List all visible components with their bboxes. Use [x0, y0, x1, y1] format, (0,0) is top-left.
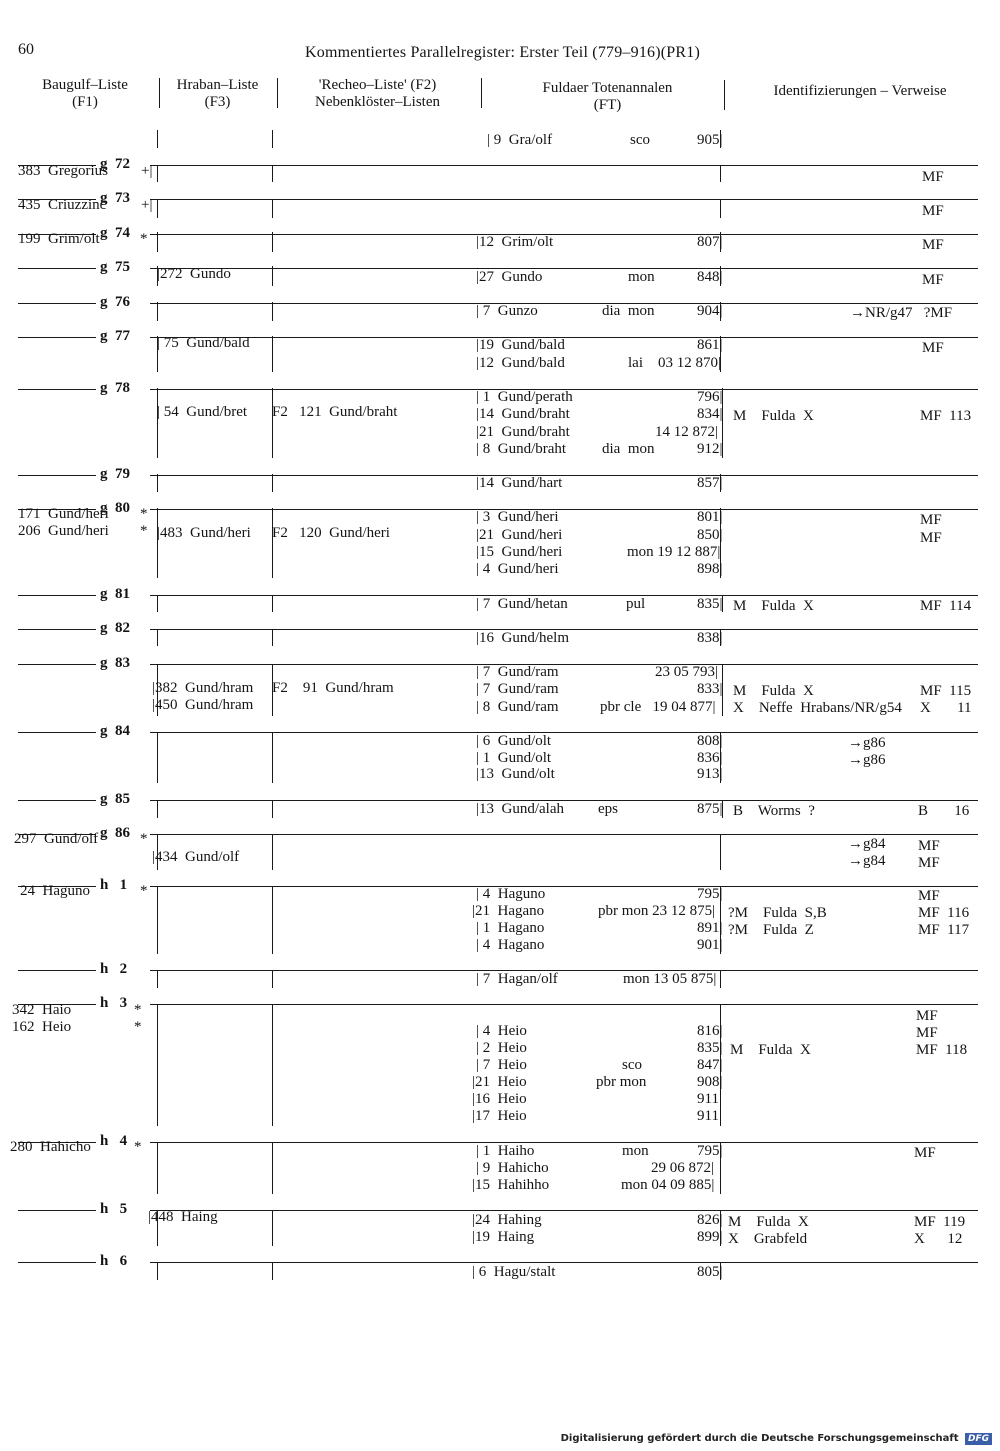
page-number: 60: [18, 41, 34, 58]
entry-text: 836|: [697, 750, 723, 766]
entry-text: | 7 Gund/ram: [476, 681, 559, 697]
separator-rule: [150, 509, 978, 510]
separator-label: g 76: [100, 294, 130, 310]
column-header-baugulf: Baugulf–Liste (F1): [42, 77, 128, 110]
column-bar: [272, 886, 273, 954]
entry-text: | 9 Gra/olf: [487, 132, 553, 148]
entry-text: B Worms ?: [733, 803, 815, 819]
entry-text: |434 Gund/olf: [152, 849, 240, 865]
entry-text: |15 Gund/heri: [476, 544, 563, 560]
entry-text: mon: [622, 1143, 649, 1159]
entry-text: *: [140, 883, 148, 899]
entry-text: | 2 Heio: [476, 1040, 527, 1056]
entry-text: 833|: [697, 681, 723, 697]
column-bar: [720, 165, 721, 182]
separator-rule: [150, 165, 978, 166]
entry-text: 801|: [697, 509, 723, 525]
column-bar: [157, 302, 158, 321]
entry-text: +|: [141, 163, 153, 179]
entry-text: 342 Haio: [12, 1002, 72, 1018]
entry-text: |17 Heio: [472, 1108, 527, 1124]
column-header-totenannalen: Fuldaer Totenannalen (FT): [542, 80, 673, 113]
column-bar: [272, 835, 273, 870]
separator-label: g 82: [100, 620, 130, 636]
separator-label: g 86: [100, 825, 130, 841]
entry-text: *: [140, 831, 148, 847]
column-bar: [157, 1005, 158, 1126]
separator-rule: [150, 970, 978, 971]
entry-text: | 4 Hagano: [476, 937, 545, 953]
column-bar: [272, 130, 273, 148]
entry-text: 911|: [697, 1091, 722, 1107]
entry-text: 904|: [697, 303, 723, 319]
entry-text: |272 Gundo: [157, 266, 231, 282]
entry-text: 875|: [697, 801, 723, 817]
entry-text: |19 Haing: [472, 1229, 535, 1245]
entry-text: dia mon: [602, 303, 655, 319]
entry-text: 850|: [697, 527, 723, 543]
entry-text: M Fulda X: [733, 683, 814, 699]
separator-dash: [18, 595, 96, 596]
entry-text: MF: [918, 855, 940, 871]
separator-label: h 3: [100, 995, 128, 1011]
entry-text: | 9 Hahicho: [476, 1160, 549, 1176]
entry-text: | 1 Hagano: [476, 920, 545, 936]
column-bar: [157, 474, 158, 492]
entry-text: |14 Gund/braht: [476, 406, 570, 422]
separator-dash: [18, 268, 96, 269]
entry-text: 838|: [697, 630, 723, 646]
column-bar: [272, 1263, 273, 1280]
entry-text: M Fulda X: [733, 598, 814, 614]
column-bar: [157, 232, 158, 252]
footer-text: Digitalisierung gefördert durch die Deutsche Forschungsgemeinschaft: [560, 1433, 959, 1444]
separator-dash: [18, 303, 96, 304]
separator-rule: [150, 1004, 978, 1005]
entry-text: X Grabfeld: [728, 1231, 808, 1247]
column-bar: [157, 595, 158, 612]
separator-label: g 79: [100, 466, 130, 482]
column-bar: [157, 130, 158, 148]
entry-text: |21 Hagano: [472, 903, 545, 919]
column-bar: [272, 165, 273, 182]
entry-text: →g86: [848, 752, 886, 768]
entry-text: 834|: [697, 406, 723, 422]
entry-text: pbr cle 19 04 877|: [600, 699, 716, 715]
separator-dash: [18, 1210, 96, 1211]
entry-text: | 7 Gund/hetan: [476, 596, 568, 612]
entry-text: 435 Criuzzinc: [18, 197, 107, 213]
separator-dash: [18, 475, 96, 476]
entry-text: 297 Gund/olf: [14, 831, 99, 847]
separator-dash: [18, 337, 96, 338]
column-bar: [157, 165, 158, 182]
entry-text: | 7 Gund/ram: [476, 664, 559, 680]
column-header-identifizierungen: Identifizierungen – Verweise: [773, 83, 947, 99]
column-bar: [720, 200, 721, 218]
entry-text: MF: [916, 1008, 938, 1024]
entry-text: pbr mon: [596, 1074, 647, 1090]
entry-text: |12 Grim/olt: [476, 234, 554, 250]
entry-text: 835|: [697, 1040, 723, 1056]
column-bar: [272, 336, 273, 372]
entry-text: | 4 Gund/heri: [476, 561, 559, 577]
entry-text: | 1 Gund/perath: [476, 389, 573, 405]
entry-text: 901|: [697, 937, 723, 953]
entry-text: |13 Gund/alah: [476, 801, 564, 817]
entry-text: 857|: [697, 475, 723, 491]
entry-text: 171 Gund/heri: [18, 506, 109, 522]
column-bar: [157, 200, 158, 218]
separator-label: g 77: [100, 328, 130, 344]
entry-text: |483 Gund/heri: [157, 525, 251, 541]
separator-dash: [18, 664, 96, 665]
entry-text: | 6 Hagu/stalt: [472, 1264, 556, 1280]
entry-text: MF: [922, 203, 944, 219]
entry-text: F2 91 Gund/hram: [272, 680, 394, 696]
entry-text: 911|: [697, 1108, 722, 1124]
entry-text: | 54 Gund/bret: [157, 404, 248, 420]
entry-text: *: [140, 231, 148, 247]
column-bar: [157, 1263, 158, 1280]
column-bar: [272, 595, 273, 612]
entry-text: |27 Gundo: [476, 269, 543, 285]
header-divider: [481, 78, 482, 108]
separator-rule: [150, 234, 978, 235]
separator-rule: [150, 303, 978, 304]
entry-text: mon: [628, 269, 655, 285]
entry-text: |14 Gund/hart: [476, 475, 563, 491]
entry-text: *: [134, 1002, 142, 1018]
entry-text: |16 Heio: [472, 1091, 527, 1107]
separator-label: g 78: [100, 380, 130, 396]
entry-text: | 7 Heio: [476, 1057, 527, 1073]
entry-text: M Fulda X: [730, 1042, 811, 1058]
separator-label: g 83: [100, 655, 130, 671]
column-bar: [272, 732, 273, 783]
entry-text: 162 Heio: [12, 1019, 72, 1035]
column-bar: [272, 1005, 273, 1126]
column-bar: [272, 1142, 273, 1194]
entry-text: 795|: [697, 886, 723, 902]
entry-text: 908|: [697, 1074, 723, 1090]
running-title: Kommentiertes Parallelregister: Erster Teil (779–916)(PR1): [305, 44, 700, 61]
entry-text: MF 113: [920, 408, 972, 424]
entry-text: 23 05 793|: [655, 664, 719, 680]
entry-text: MF 116: [918, 905, 970, 921]
column-bar: [157, 732, 158, 783]
column-bar: [272, 388, 273, 458]
separator-rule: [150, 732, 978, 733]
entry-text: MF: [922, 169, 944, 185]
entry-text: 199 Grim/olt: [18, 231, 100, 247]
entry-text: eps: [598, 801, 618, 817]
entry-text: +|: [141, 197, 153, 213]
separator-dash: [18, 629, 96, 630]
entry-text: |12 Gund/bald: [476, 355, 565, 371]
entry-text: 835|: [697, 596, 723, 612]
separator-rule: [150, 1210, 978, 1211]
entry-text: mon 13 05 875|: [623, 971, 717, 987]
entry-text: | 1 Gund/olt: [476, 750, 552, 766]
entry-text: MF: [922, 340, 944, 356]
entry-text: 795|: [697, 1143, 723, 1159]
entry-text: 891|: [697, 920, 723, 936]
entry-text: *: [134, 1139, 142, 1155]
entry-text: 24 Haguno: [20, 883, 90, 899]
entry-text: →g84: [848, 853, 886, 869]
entry-text: ?M Fulda Z: [728, 922, 814, 938]
entry-text: 913|: [697, 766, 723, 782]
entry-text: MF: [916, 1025, 938, 1041]
entry-text: M Fulda X: [728, 1214, 809, 1230]
separator-dash: [18, 970, 96, 971]
entry-text: 280 Hahicho: [10, 1139, 91, 1155]
separator-label: g 74: [100, 225, 130, 241]
separator-rule: [150, 268, 978, 269]
entry-text: |16 Gund/helm: [476, 630, 569, 646]
column-bar: [157, 886, 158, 954]
column-bar: [272, 970, 273, 988]
entry-text: |21 Gund/braht: [476, 424, 570, 440]
entry-text: 912|: [697, 441, 723, 457]
header-divider: [159, 78, 160, 108]
entry-text: |382 Gund/hram: [152, 680, 254, 696]
column-bar: [157, 388, 158, 458]
entry-text: |24 Hahing: [472, 1212, 542, 1228]
separator-label: g 72: [100, 156, 130, 172]
entry-text: 805|: [697, 1264, 723, 1280]
entry-text: mon 04 09 885|: [621, 1177, 715, 1193]
column-bar: [272, 800, 273, 818]
entry-text: MF: [914, 1145, 936, 1161]
entry-text: 383 Gregorius: [18, 163, 108, 179]
separator-dash: [18, 800, 96, 801]
separator-label: h 4: [100, 1133, 128, 1149]
column-bar: [272, 266, 273, 286]
entry-text: |13 Gund/olt: [476, 766, 555, 782]
entry-text: 898|: [697, 561, 723, 577]
separator-rule: [150, 886, 978, 887]
entry-text: | 7 Hagan/olf: [476, 971, 558, 987]
separator-dash: [18, 1262, 96, 1263]
column-bar: [157, 508, 158, 578]
entry-text: MF: [920, 530, 942, 546]
entry-text: | 8 Gund/ram: [476, 699, 559, 715]
entry-text: MF: [918, 838, 940, 854]
column-bar: [720, 835, 721, 870]
entry-text: 808|: [697, 733, 723, 749]
column-bar: [272, 302, 273, 321]
entry-text: MF 118: [916, 1042, 968, 1058]
entry-text: X 11: [920, 700, 972, 716]
separator-label: g 81: [100, 586, 130, 602]
separator-rule: [150, 475, 978, 476]
entry-text: 14 12 872|: [655, 424, 719, 440]
entry-text: |15 Hahihho: [472, 1177, 550, 1193]
column-bar: [272, 629, 273, 646]
separator-label: g 80: [100, 500, 130, 516]
column-header-recheo: 'Recheo–Liste' (F2) Nebenklöster–Listen: [315, 77, 440, 110]
entry-text: 29 06 872|: [651, 1160, 715, 1176]
column-bar: [272, 232, 273, 252]
entry-text: 826|: [697, 1212, 723, 1228]
entry-text: MF 119: [914, 1214, 966, 1230]
entry-text: dia mon: [602, 441, 655, 457]
entry-text: MF 114: [920, 598, 972, 614]
entry-text: | 75 Gund/bald: [157, 335, 250, 351]
separator-label: h 2: [100, 961, 128, 977]
entry-text: MF 117: [918, 922, 970, 938]
entry-text: | 1 Haiho: [476, 1143, 535, 1159]
entry-text: pul: [626, 596, 646, 612]
entry-text: 861|: [697, 337, 723, 353]
entry-text: F2 121 Gund/braht: [272, 404, 398, 420]
separator-label: h 5: [100, 1201, 128, 1217]
separator-label: g 84: [100, 723, 130, 739]
column-bar: [272, 474, 273, 492]
separator-label: g 73: [100, 190, 130, 206]
entry-text: 206 Gund/heri: [18, 523, 109, 539]
entry-text: X 12: [914, 1231, 963, 1247]
entry-text: 847|: [697, 1057, 723, 1073]
separator-rule: [150, 1142, 978, 1143]
entry-text: | 8 Gund/braht: [476, 441, 567, 457]
footer: [561, 1433, 992, 1445]
separator-dash: [18, 732, 96, 733]
column-bar: [157, 1142, 158, 1194]
entry-text: 905|: [697, 132, 723, 148]
column-bar: [157, 970, 158, 988]
entry-text: MF: [918, 888, 940, 904]
separator-rule: [150, 800, 978, 801]
entry-text: pbr mon 23 12 875|: [598, 903, 716, 919]
entry-text: sco: [622, 1057, 642, 1073]
dfg-logo: DFG: [965, 1433, 992, 1445]
separator-label: h 1: [100, 877, 128, 893]
separator-rule: [150, 834, 978, 835]
entry-text: | 4 Heio: [476, 1023, 527, 1039]
separator-rule: [150, 1262, 978, 1263]
entry-text: →g84: [848, 836, 886, 852]
column-bar: [157, 629, 158, 646]
entry-text: lai 03 12 870|: [628, 355, 721, 371]
entry-text: M Fulda X: [733, 408, 814, 424]
entry-text: |450 Gund/hram: [152, 697, 254, 713]
entry-text: 899|: [697, 1229, 723, 1245]
entry-text: F2 120 Gund/heri: [272, 525, 390, 541]
entry-text: mon 19 12 887|: [627, 544, 721, 560]
entry-text: | 6 Gund/olt: [476, 733, 552, 749]
entry-text: 807|: [697, 234, 723, 250]
entry-text: | 4 Haguno: [476, 886, 546, 902]
entry-text: MF: [922, 272, 944, 288]
entry-text: →g86: [848, 735, 886, 751]
entry-text: *: [134, 1019, 142, 1035]
entry-text: B 16: [918, 803, 970, 819]
entry-text: |21 Gund/heri: [476, 527, 563, 543]
entry-text: MF 115: [920, 683, 972, 699]
column-bar: [157, 800, 158, 818]
entry-text: ?M Fulda S,B: [728, 905, 827, 921]
entry-text: |21 Heio: [472, 1074, 527, 1090]
entry-text: X Neffe Hrabans/NR/g54: [733, 700, 902, 716]
column-bar: [272, 508, 273, 578]
entry-text: 796|: [697, 389, 723, 405]
entry-text: |448 Haing: [148, 1209, 218, 1225]
entry-text: *: [140, 523, 148, 539]
entry-text: *: [140, 506, 148, 522]
column-bar: [720, 970, 721, 988]
entry-text: 816|: [697, 1023, 723, 1039]
separator-rule: [150, 664, 978, 665]
separator-label: h 6: [100, 1253, 128, 1269]
entry-text: | 3 Gund/heri: [476, 509, 559, 525]
entry-text: 848|: [697, 269, 723, 285]
column-header-hraban: Hraban–Liste (F3): [176, 77, 259, 110]
column-bar: [272, 200, 273, 218]
header-divider: [724, 80, 725, 110]
entry-text: |19 Gund/bald: [476, 337, 565, 353]
separator-rule: [150, 199, 978, 200]
separator-label: g 85: [100, 791, 130, 807]
entry-text: →NR/g47 ?MF: [850, 305, 953, 321]
separator-label: g 75: [100, 259, 130, 275]
separator-dash: [18, 389, 96, 390]
entry-text: | 7 Gunzo: [476, 303, 538, 319]
column-bar: [272, 1210, 273, 1246]
entry-text: sco: [630, 132, 650, 148]
header-divider: [277, 78, 278, 108]
entry-text: MF: [920, 512, 942, 528]
entry-text: MF: [922, 237, 944, 253]
